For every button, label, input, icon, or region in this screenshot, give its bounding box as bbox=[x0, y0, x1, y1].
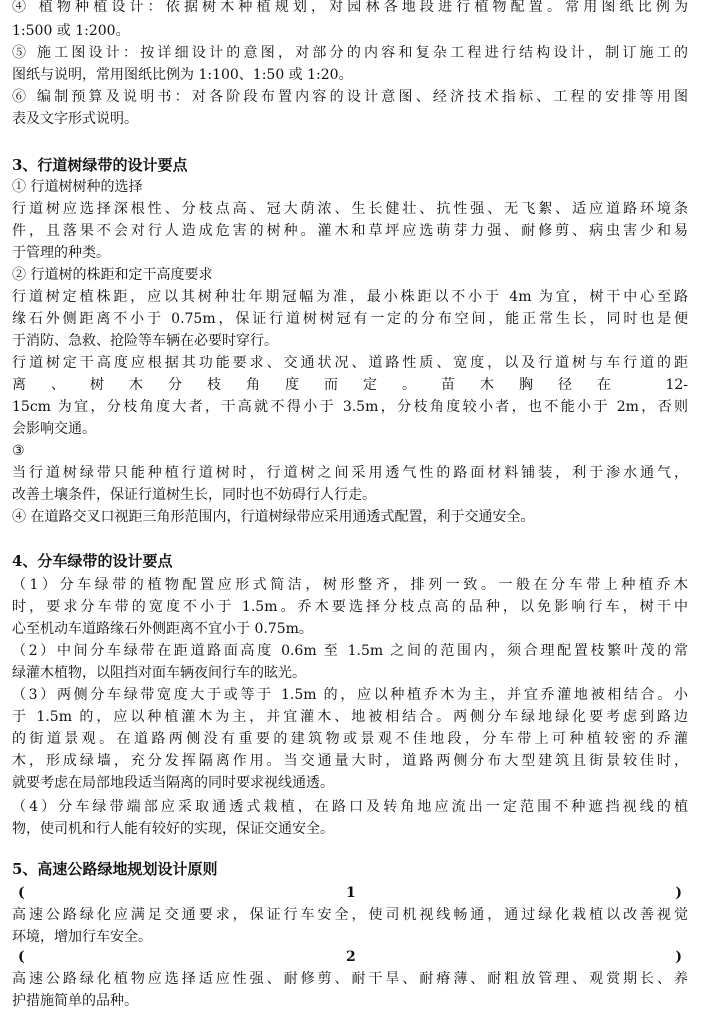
text-line: 高速公路绿化植物应选择适应性强、耐修剪、耐干旱、耐瘠薄、耐粗放管理、观赏期长、养 bbox=[12, 971, 688, 987]
text-line: 会影响交通。 bbox=[12, 421, 96, 437]
text-line: 行道树应选择深根性、分枝点高、冠大荫浓、生长健壮、抗性强、无飞絮、适应道路环境条 bbox=[12, 201, 688, 217]
section-heading: 4、分车绿带的设计要点 bbox=[12, 552, 173, 570]
text-line: ⑤ 施工图设计：按详细设计的意图，对部分的内容和复杂工程进行结构设计，制订施工的 bbox=[12, 45, 688, 61]
text-line: 绿灌木植物，以阻挡对面车辆夜间行车的眩光。 bbox=[12, 665, 306, 681]
close-paren: ) bbox=[675, 949, 682, 965]
text-line: ① 行道树树种的选择 bbox=[12, 179, 143, 195]
text-line: 护措施简单的品种。 bbox=[12, 993, 138, 1009]
open-paren: ( bbox=[18, 885, 25, 901]
text-line: 心至机动车道路缘石外侧距离不宜小于 0.75m。 bbox=[12, 621, 313, 637]
text-line: 于消防、急救、抢险等车辆在必要时穿行。 bbox=[12, 333, 278, 349]
text-line: 高速公路绿化应满足交通要求，保证行车安全，使司机视线畅通，通过绿化栽植以改善视觉 bbox=[12, 907, 688, 923]
text-line: 表及文字形式说明。 bbox=[12, 111, 138, 127]
text-line: ④ 在道路交叉口视距三角形范围内，行道树绿带应采用通透式配置，利于交通安全。 bbox=[12, 509, 535, 525]
text-line: （4）分车绿带端部应采取通透式栽植，在路口及转角地应流出一定范围不种遮挡视线的植 bbox=[12, 799, 688, 815]
text-line: 于 1.5m 的，应以种植灌木为主，并宜灌木、地被相结合。两侧分车绿地绿化要考虑到路边 bbox=[12, 709, 688, 725]
text-line: 环境，增加行车安全。 bbox=[12, 929, 152, 945]
text-line: 于管理的种类。 bbox=[12, 245, 110, 261]
text-line: （3）两侧分车绿带宽度大于或等于 1.5m 的，应以种植乔木为主，并宜乔灌地被相结合。小 bbox=[12, 687, 688, 703]
text-line: （2）中间分车绿带在距道路面高度 0.6m 至 1.5m 之间的范围内，须合理配置枝繁叶茂的常 bbox=[12, 643, 688, 659]
text-line: 改善土壤条件，保证行道树生长，同时也不妨碍行人行走。 bbox=[12, 487, 376, 503]
text-line: ⑥ 编制预算及说明书：对各阶段布置内容的设计意图、经济技术指标、工程的安排等用图 bbox=[12, 89, 688, 105]
text-line: 就要考虑在局部地段适当隔离的同时要求视线通透。 bbox=[12, 775, 334, 791]
text-line: 离、树木分枝角度而定。苗木胸径在 12- bbox=[12, 377, 688, 393]
open-paren: ( bbox=[18, 949, 25, 965]
section-heading: 5、高速公路绿地规划设计原则 bbox=[12, 860, 218, 878]
text-line: ② 行道树的株距和定干高度要求 bbox=[12, 267, 213, 283]
text-line: 缘石外侧距离不小于 0.75m，保证行道树树冠有一定的分布空间，能正常生长，同时也是便 bbox=[12, 311, 688, 327]
text-line: 的街道景观。在道路两侧没有重要的建筑物或景观不佳地段，分车带上可种植较密的乔灌 bbox=[12, 731, 688, 747]
close-paren: ) bbox=[675, 885, 682, 901]
text-line: ④ 植物种植设计：依据树木种植规划，对园林各地段进行植物配置。常用图纸比例为 bbox=[12, 0, 688, 15]
text-line: 件，且落果不会对行人造成危害的树种。灌木和草坪应选萌芽力强、耐修剪、病虫害少和易 bbox=[12, 223, 688, 239]
text-line: 15cm 为宜，分枝角度大者，干高就不得小于 3.5m，分枝角度较小者，也不能小于 2m，否则 bbox=[12, 399, 688, 415]
text-line: 物，使司机和行人能有较好的实现，保证交通安全。 bbox=[12, 821, 334, 837]
text-line: 1:500 或 1:200。 bbox=[12, 23, 130, 39]
section-heading: 3、行道树绿带的设计要点 bbox=[12, 156, 188, 174]
text-line: 时，要求分车带的宽度不小于 1.5m。乔木要选择分枝点高的品种，以免影响行车，树干中 bbox=[12, 599, 688, 615]
item-number: 1 bbox=[346, 885, 356, 901]
item-number: 2 bbox=[346, 949, 356, 965]
text-line: （1）分车绿带的植物配置应形式简洁，树形整齐，排列一致。一般在分车带上种植乔木 bbox=[12, 577, 688, 593]
text-line: 图纸与说明，常用图纸比例为 1:100、1:50 或 1:20。 bbox=[12, 67, 353, 83]
text-line: ③ bbox=[12, 443, 25, 459]
text-line: 木，形成绿墙，充分发挥隔离作用。当交通量大时，道路两侧分布大型建筑且街景较佳时， bbox=[12, 753, 688, 769]
text-line: 当行道树绿带只能种植行道树时，行道树之间采用透气性的路面材料铺装，利于渗水通气， bbox=[12, 465, 688, 481]
text-line: 行道树定干高度应根据其功能要求、交通状况、道路性质、宽度，以及行道树与车行道的距 bbox=[12, 355, 688, 371]
text-line: 行道树定植株距，应以其树种壮年期冠幅为准，最小株距以不小于 4m 为宜，树干中心至路 bbox=[12, 289, 688, 305]
